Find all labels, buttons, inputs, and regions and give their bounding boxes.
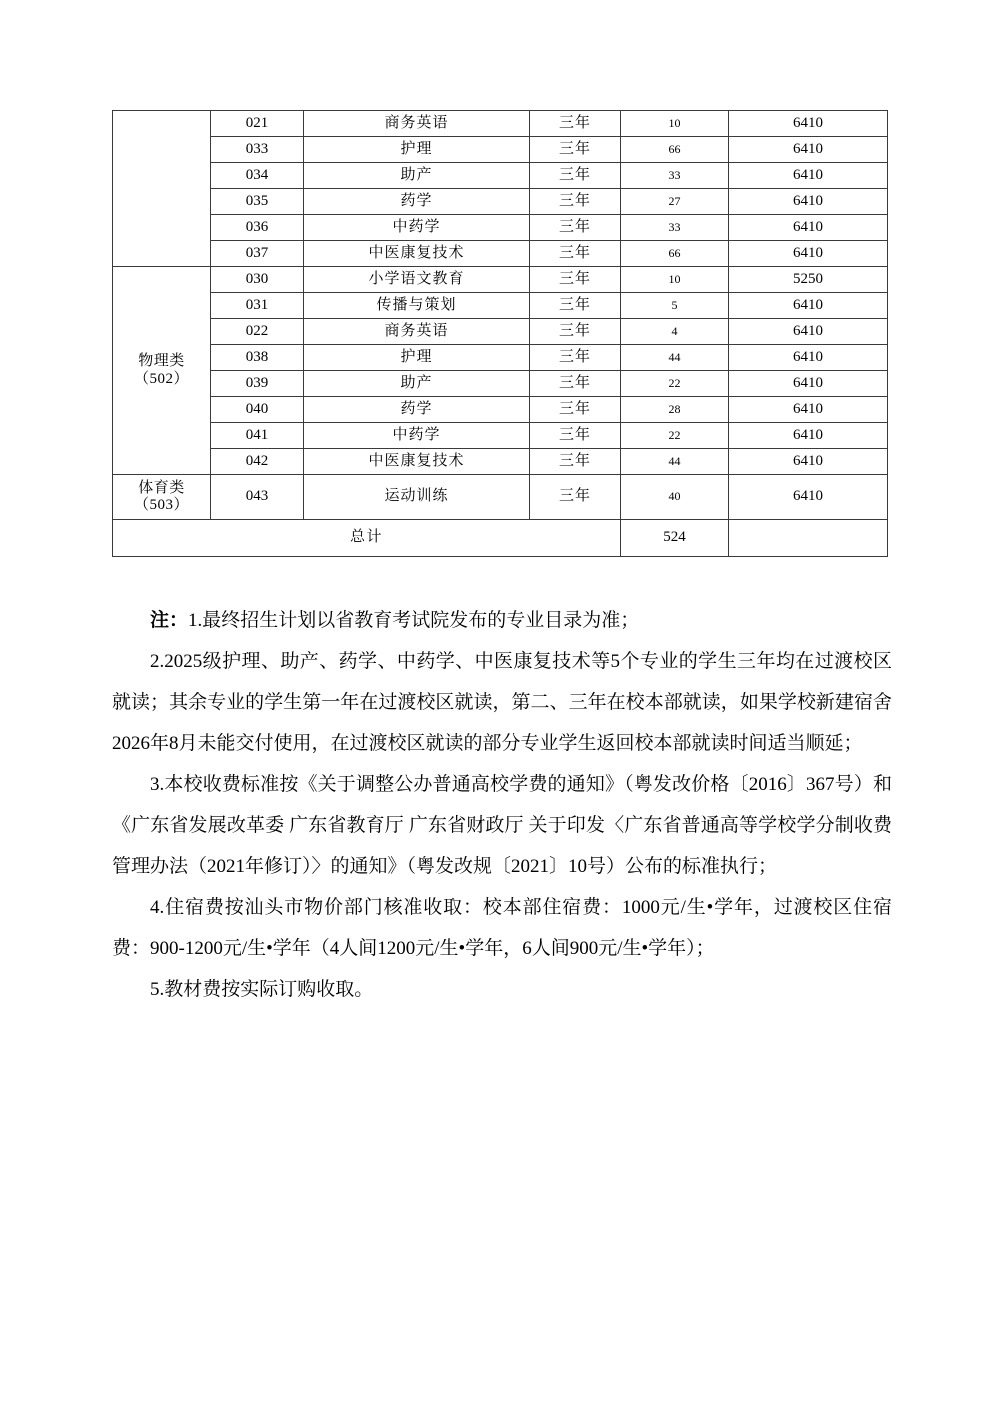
enrollment-plan-table-wrapper	[112, 110, 887, 557]
major-code: 036	[211, 215, 304, 241]
plan-count: 27	[621, 189, 729, 215]
notes-section	[112, 600, 892, 1010]
plan-count: 10	[621, 111, 729, 137]
major-code: 040	[211, 397, 304, 423]
plan-count: 10	[621, 267, 729, 293]
total-label: 总计	[113, 520, 621, 557]
table-row	[113, 215, 888, 241]
plan-count: 33	[621, 163, 729, 189]
major-code: 033	[211, 137, 304, 163]
study-years: 三年	[530, 397, 621, 423]
major-name: 护理	[304, 137, 530, 163]
category-cell	[113, 111, 211, 267]
table-row	[113, 397, 888, 423]
category-cell-sports	[113, 475, 211, 520]
major-code: 037	[211, 241, 304, 267]
major-code: 022	[211, 319, 304, 345]
major-name: 药学	[304, 189, 530, 215]
total-fee	[729, 520, 888, 557]
major-code: 021	[211, 111, 304, 137]
tuition-fee: 6410	[729, 137, 888, 163]
table-row	[113, 241, 888, 267]
plan-count: 44	[621, 345, 729, 371]
major-code: 042	[211, 449, 304, 475]
note-label: 注：	[150, 610, 189, 631]
tuition-fee: 6410	[729, 111, 888, 137]
major-code: 039	[211, 371, 304, 397]
study-years: 三年	[530, 475, 621, 520]
tuition-fee: 6410	[729, 215, 888, 241]
study-years: 三年	[530, 423, 621, 449]
study-years: 三年	[530, 111, 621, 137]
category-label-line1: 体育类	[138, 479, 185, 496]
study-years: 三年	[530, 345, 621, 371]
note-text-5: 5.教材费按实际订购收取。	[150, 979, 374, 1000]
plan-count: 22	[621, 371, 729, 397]
plan-count: 33	[621, 215, 729, 241]
category-cell-physics	[113, 267, 211, 475]
table-row	[113, 163, 888, 189]
major-name: 护理	[304, 345, 530, 371]
table-row	[113, 319, 888, 345]
plan-count: 28	[621, 397, 729, 423]
study-years: 三年	[530, 241, 621, 267]
table-row	[113, 111, 888, 137]
plan-count: 66	[621, 241, 729, 267]
plan-count: 40	[621, 475, 729, 520]
tuition-fee: 6410	[729, 319, 888, 345]
study-years: 三年	[530, 189, 621, 215]
tuition-fee: 6410	[729, 189, 888, 215]
major-name: 商务英语	[304, 319, 530, 345]
major-name: 助产	[304, 163, 530, 189]
study-years: 三年	[530, 319, 621, 345]
table-row	[113, 449, 888, 475]
table-total-row	[113, 520, 888, 557]
study-years: 三年	[530, 449, 621, 475]
table-row	[113, 371, 888, 397]
major-name: 药学	[304, 397, 530, 423]
table-row	[113, 345, 888, 371]
table-body	[113, 111, 888, 557]
major-name: 运动训练	[304, 475, 530, 520]
major-code: 030	[211, 267, 304, 293]
note-text-2: 2.2025级护理、助产、药学、中药学、中医康复技术等5个专业的学生三年均在过渡校区就读；其余专业的学生第一年在过渡校区就读，第二、三年在校本部就读，如果学校新建宿舍2026年8月未能交付使用，在过渡校区就读的部分专业学生返回校本部就读时间适当顺延；	[112, 651, 892, 754]
category-label-line1: 物理类	[138, 353, 185, 370]
major-code: 043	[211, 475, 304, 520]
note-item-5	[112, 969, 892, 1010]
note-item-4	[112, 887, 892, 969]
note-text-3: 3.本校收费标准按《关于调整公办普通高校学费的通知》（粤发改价格〔2016〕367号）和《广东省发展改革委 广东省教育厅 广东省财政厅 关于印发〈广东省普通高等学校学分制收费管理办法（2021年修订）〉的通知》（粤发改规〔2021〕10号）公布的标准执行；	[112, 774, 892, 877]
major-name: 中医康复技术	[304, 449, 530, 475]
major-code: 041	[211, 423, 304, 449]
plan-count: 4	[621, 319, 729, 345]
tuition-fee: 6410	[729, 475, 888, 520]
major-code: 035	[211, 189, 304, 215]
tuition-fee: 5250	[729, 267, 888, 293]
table-row	[113, 293, 888, 319]
enrollment-plan-table	[112, 110, 888, 557]
study-years: 三年	[530, 371, 621, 397]
plan-count: 44	[621, 449, 729, 475]
plan-count: 66	[621, 137, 729, 163]
major-code: 034	[211, 163, 304, 189]
tuition-fee: 6410	[729, 163, 888, 189]
study-years: 三年	[530, 137, 621, 163]
study-years: 三年	[530, 163, 621, 189]
major-name: 传播与策划	[304, 293, 530, 319]
note-item-2	[112, 641, 892, 764]
tuition-fee: 6410	[729, 293, 888, 319]
plan-count: 22	[621, 423, 729, 449]
category-label-line2: （503）	[133, 497, 189, 513]
major-code: 038	[211, 345, 304, 371]
major-code: 031	[211, 293, 304, 319]
note-text-1: 1.最终招生计划以省教育考试院发布的专业目录为准；	[188, 610, 640, 631]
total-count: 524	[621, 520, 729, 557]
major-name: 中药学	[304, 215, 530, 241]
table-row	[113, 189, 888, 215]
major-name: 中药学	[304, 423, 530, 449]
tuition-fee: 6410	[729, 449, 888, 475]
tuition-fee: 6410	[729, 345, 888, 371]
major-name: 助产	[304, 371, 530, 397]
table-row	[113, 423, 888, 449]
tuition-fee: 6410	[729, 371, 888, 397]
study-years: 三年	[530, 215, 621, 241]
tuition-fee: 6410	[729, 397, 888, 423]
major-name: 商务英语	[304, 111, 530, 137]
table-row	[113, 137, 888, 163]
study-years: 三年	[530, 293, 621, 319]
category-label-line2: （502）	[133, 370, 189, 387]
study-years: 三年	[530, 267, 621, 293]
note-item-3	[112, 764, 892, 887]
table-row	[113, 267, 888, 293]
note-item-1	[112, 600, 892, 641]
major-name: 小学语文教育	[304, 267, 530, 293]
table-row	[113, 475, 888, 520]
major-name: 中医康复技术	[304, 241, 530, 267]
tuition-fee: 6410	[729, 423, 888, 449]
plan-count: 5	[621, 293, 729, 319]
tuition-fee: 6410	[729, 241, 888, 267]
note-text-4: 4.住宿费按汕头市物价部门核准收取：校本部住宿费：1000元/生•学年，过渡校区住宿费：900-1200元/生•学年（4人间1200元/生•学年，6人间900元/生•学年）；	[112, 897, 892, 959]
